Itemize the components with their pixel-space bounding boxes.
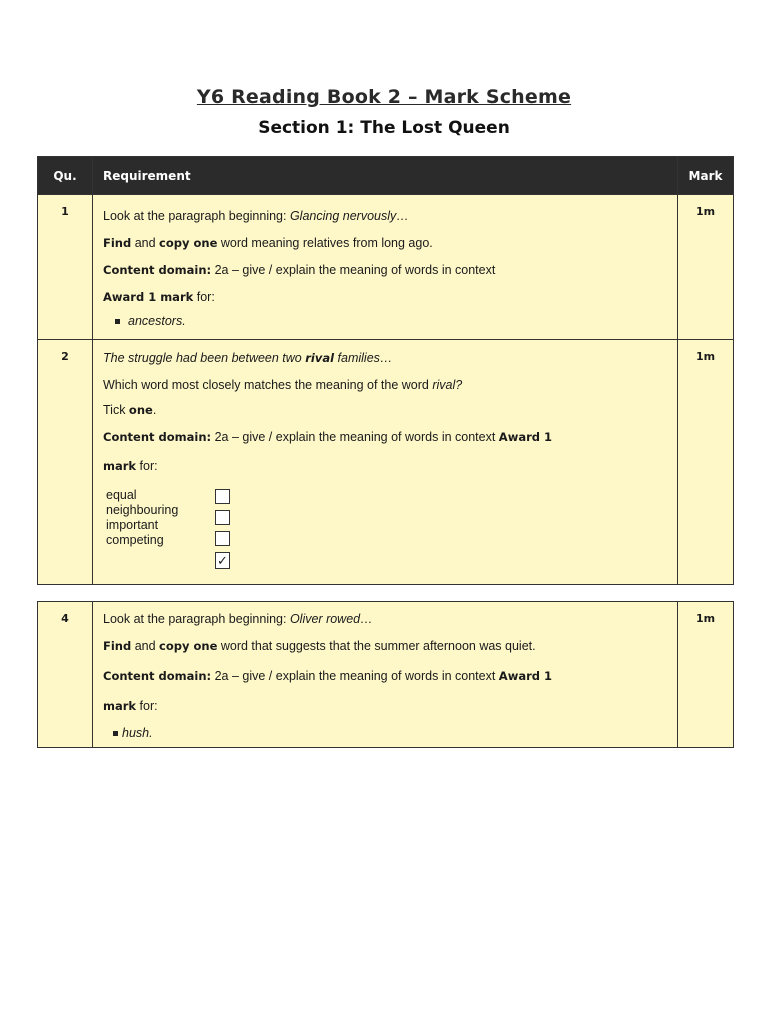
answer-item [113,726,667,740]
task-text: word meaning relatives from long ago. [217,236,433,250]
task-line [103,636,667,656]
table-row-q2 [38,340,734,585]
tick-one-keyword: one [128,403,153,417]
content-domain-label: Content domain: [103,430,212,444]
checkbox[interactable] [215,531,230,546]
tick-instruction [103,400,667,420]
tick-period: . [152,403,157,417]
quote-line [103,348,667,368]
quote-keyword: rival [305,351,335,365]
find-keyword: Find [103,639,132,653]
question-keyword: rival? [432,378,463,392]
answer-text: ancestors. [128,314,186,328]
content-domain-label: Content domain: [103,669,212,683]
task-line [103,233,667,253]
option-label: equal [106,488,137,502]
answer-item [115,314,667,328]
section-title: Section 1: The Lost Queen [258,118,510,138]
checkbox[interactable] [215,510,230,525]
quote-text-end: families… [334,351,393,365]
tick-text: Tick [103,403,129,417]
and-text: and [131,639,160,653]
mark-value: 1m [678,340,734,585]
copy-one-keyword: copy one [159,236,218,250]
and-text: and [131,236,160,250]
mark-value: 1m [678,602,734,748]
instruction-text: Look at the paragraph beginning: [103,612,290,626]
header-mark: Mark [678,157,734,195]
checkbox[interactable] [215,489,230,504]
mark-scheme-table-1 [37,156,734,585]
award-label: Award 1 mark [103,290,194,304]
award-for-text: for: [193,290,215,304]
question-line [103,375,667,395]
instruction-line [103,609,667,629]
award-for-text: for: [136,459,158,473]
bullet-icon [115,319,120,324]
award-mark-label: mark [103,699,137,713]
award-line [103,456,667,476]
question-number: 2 [38,340,93,585]
content-domain-text: 2a – give / explain the meaning of words in context [211,430,499,444]
instruction-text: Look at the paragraph beginning: [103,209,290,223]
award-line [103,287,667,307]
award-line [103,696,667,716]
content-domain-line [103,260,667,280]
header-qu: Qu. [38,157,93,195]
page-title: Y6 Reading Book 2 – Mark Scheme [196,86,572,108]
quote-text: The struggle had been between two [103,351,306,365]
answer-text: hush. [122,726,153,740]
award-mark-label: mark [103,459,137,473]
task-text: word that suggests that the summer afternoon was quiet. [217,639,536,653]
content-domain-text: 2a – give / explain the meaning of words in context [211,263,496,277]
award-label: Award 1 [498,430,552,444]
checkbox-ticked[interactable]: ✓ [215,552,230,569]
requirement-cell [93,340,678,585]
option-label: competing [106,533,164,547]
content-domain-text: 2a – give / explain the meaning of words in context [211,669,499,683]
table-row-q1 [38,195,734,340]
content-domain-line [103,427,667,447]
table-row-q4 [38,602,734,748]
paragraph-reference: Glancing nervously… [289,209,409,223]
instruction-line [103,206,667,226]
mark-scheme-table-2 [37,601,734,748]
bullet-icon [113,731,118,736]
header-requirement: Requirement [93,157,678,195]
question-number: 1 [38,195,93,340]
find-keyword: Find [103,236,132,250]
content-domain-label: Content domain: [103,263,212,277]
table-header-row [38,157,734,195]
option-label: important [106,518,159,532]
paragraph-reference: Oliver rowed… [289,612,373,626]
requirement-cell [93,602,678,748]
award-for-text: for: [136,699,158,713]
content-domain-line [103,666,667,686]
question-text: Which word most closely matches the meaning of the word [103,378,433,392]
question-number: 4 [38,602,93,748]
options-list [103,488,667,580]
mark-value: 1m [678,195,734,340]
award-label: Award 1 [498,669,552,683]
option-label: neighbouring [106,503,179,517]
copy-one-keyword: copy one [159,639,218,653]
requirement-cell [93,195,678,340]
